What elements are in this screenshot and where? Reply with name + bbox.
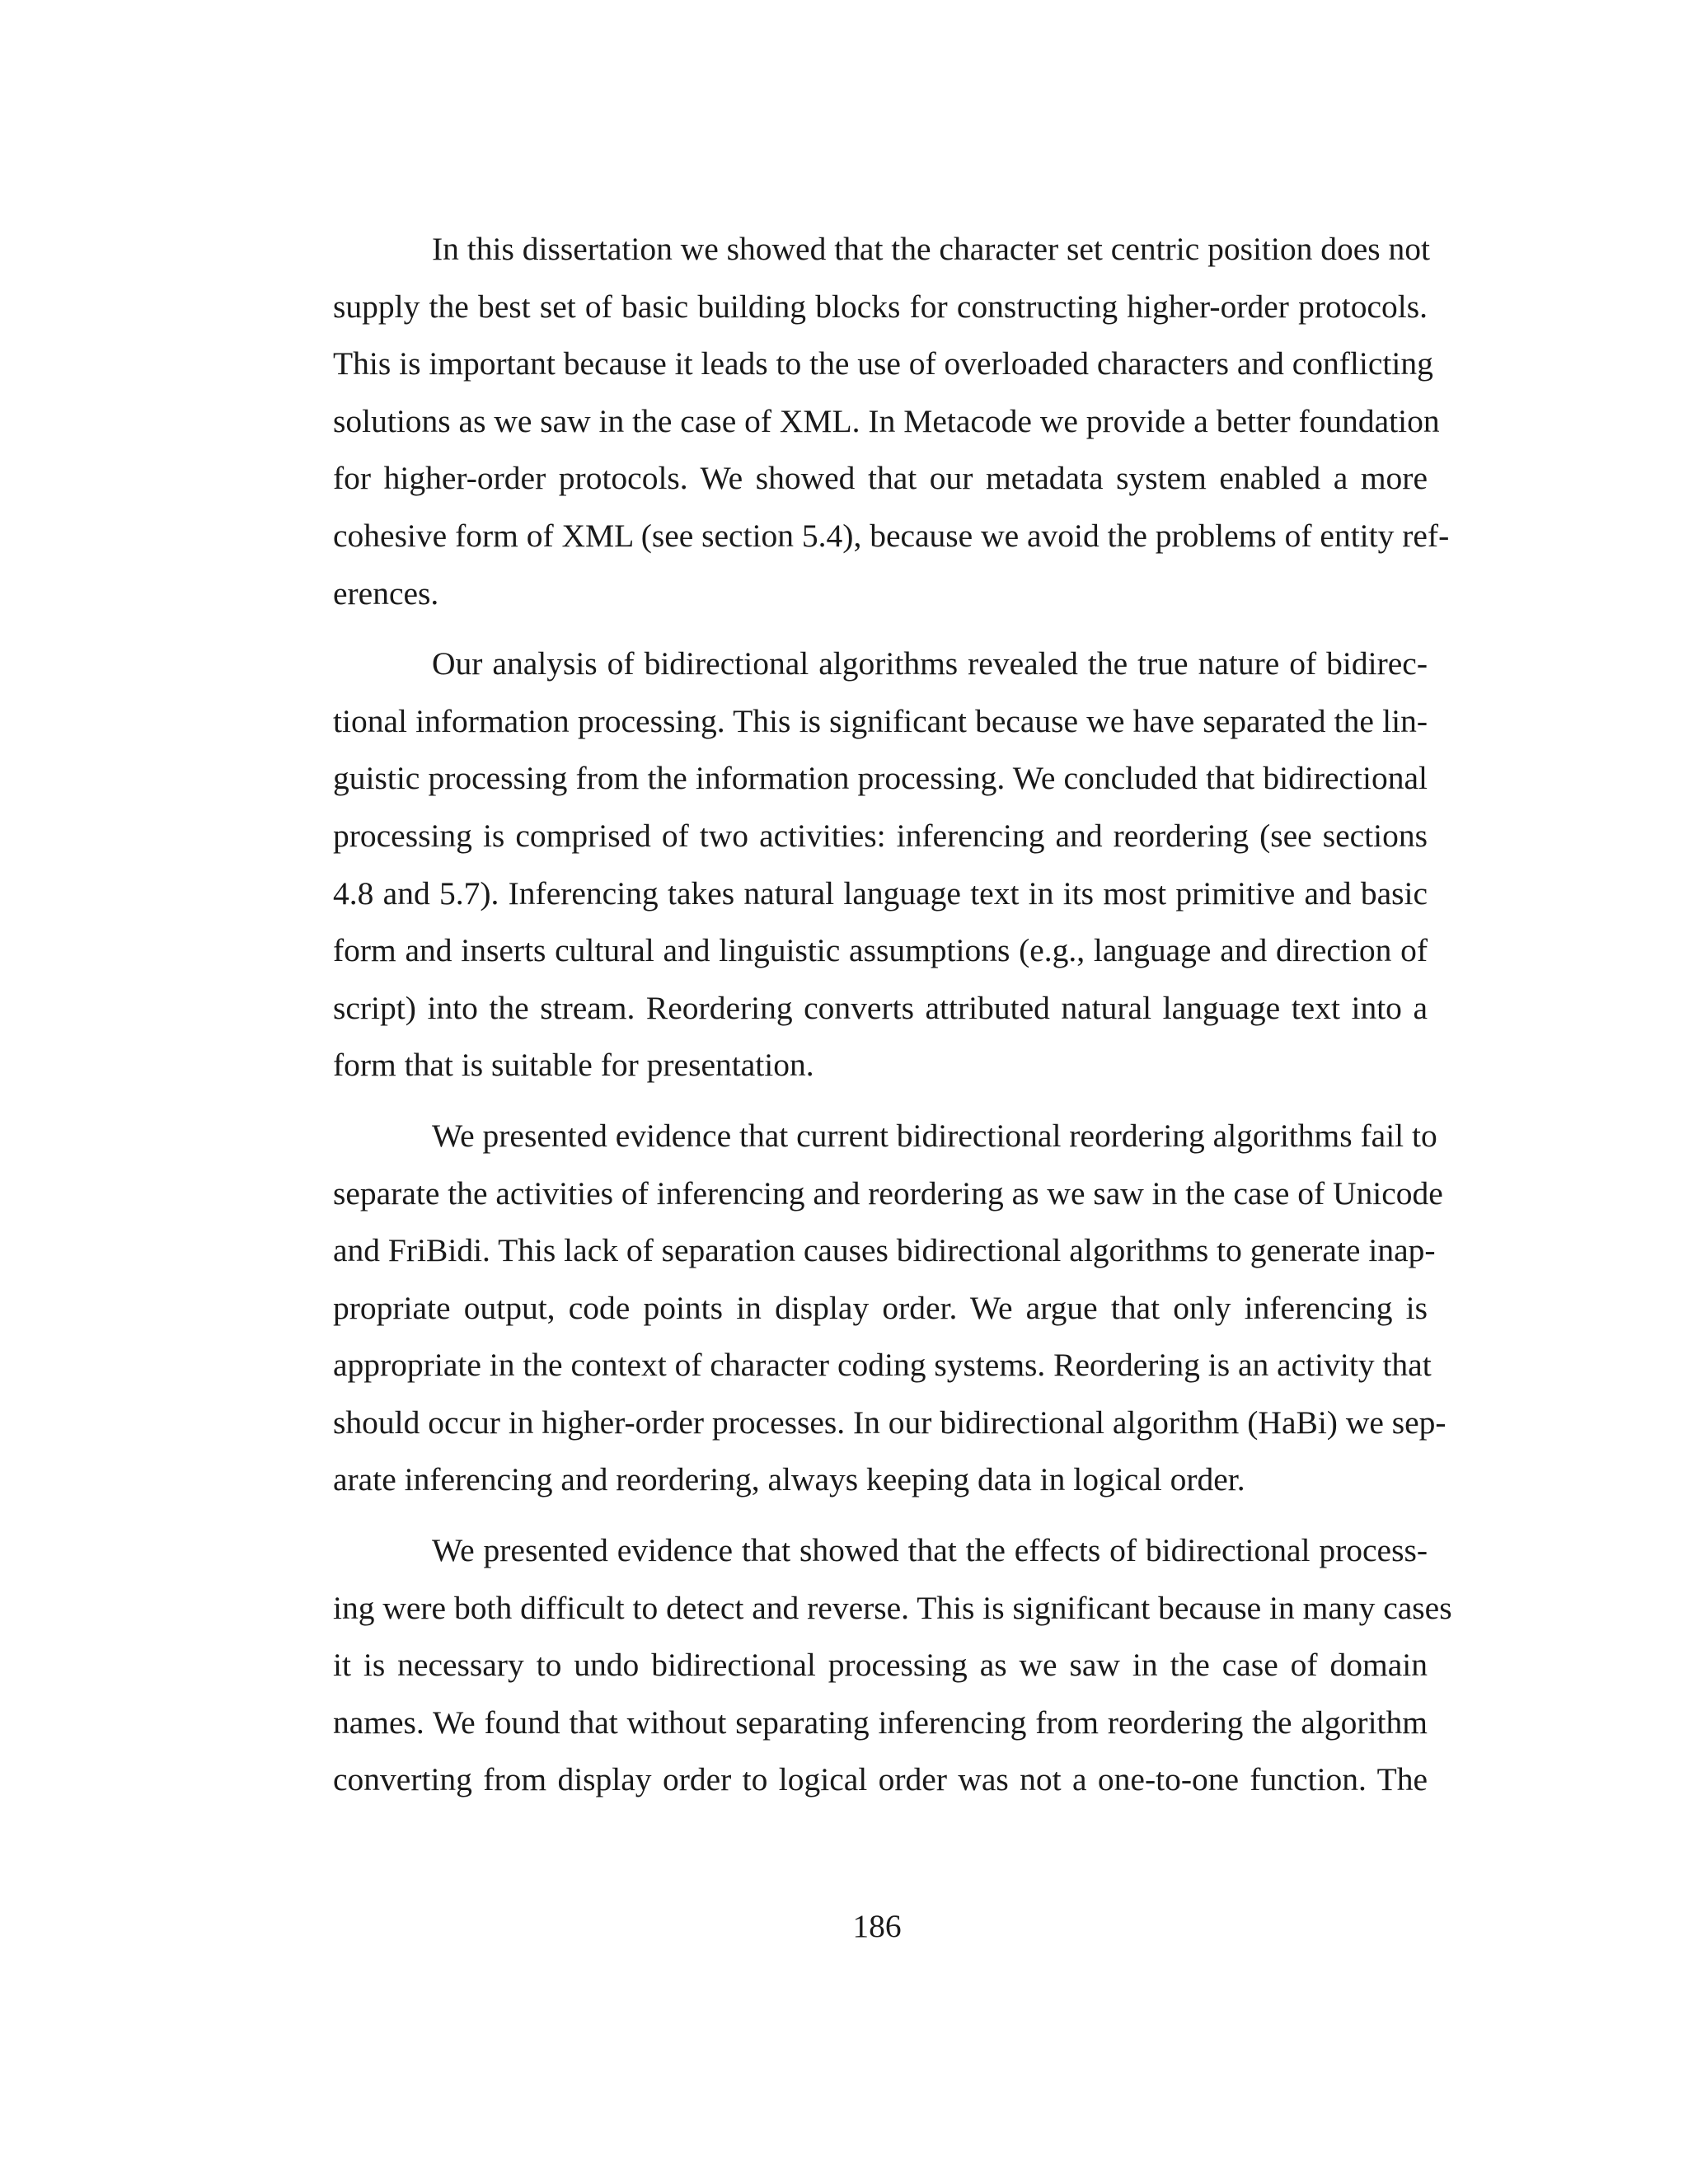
text-line: 4.8 and 5.7). Inferencing takes natural language text in its most primitive and basic — [333, 874, 1428, 912]
text-line: solutions as we saw in the case of XML. In Metacode we provide a better foundation — [333, 402, 1440, 439]
text-line: ing were both difficult to detect and reverse. This is significant because in many cases — [333, 1589, 1452, 1626]
text-line: converting from display order to logical order was not a one-to-one function. The — [333, 1761, 1428, 1798]
text-line: appropriate in the context of character coding systems. Reordering is an activity that — [333, 1347, 1432, 1384]
paragraph — [333, 635, 1428, 1094]
text-line: In this dissertation we showed that the character set centric position does not — [432, 231, 1430, 267]
paragraph — [333, 1522, 1452, 1809]
text-line: erences. — [333, 574, 439, 612]
text-line: processing is comprised of two activities: inferencing and reordering (see sections — [333, 817, 1428, 854]
text-line: arate inferencing and reordering, always keeping data in logical order. — [333, 1461, 1245, 1498]
page-number: 186 — [852, 1908, 902, 1944]
text-line: for higher-order protocols. We showed that our metadata system enabled a more — [333, 460, 1428, 497]
text-line: Our analysis of bidirectional algorithms revealed the true nature of bidirec- — [432, 645, 1428, 682]
text-line: and FriBidi. This lack of separation causes bidirectional algorithms to generate inap- — [333, 1232, 1436, 1269]
text-line: it is necessary to undo bidirectional processing as we saw in the case of domain — [333, 1647, 1428, 1684]
text-line: We presented evidence that showed that the effects of bidirectional process- — [432, 1532, 1428, 1569]
text-line: form and inserts cultural and linguistic assumptions (e.g., language and direction of — [333, 932, 1428, 969]
text-line: should occur in higher-order processes. In our bidirectional algorithm (HaBi) we sep- — [333, 1404, 1447, 1441]
text-line: We presented evidence that current bidirectional reordering algorithms fail to — [432, 1117, 1437, 1154]
text-line: form that is suitable for presentation. — [333, 1047, 814, 1084]
text-line: propriate output, code points in display order. We argue that only inferencing is — [333, 1289, 1428, 1326]
text-line: script) into the stream. Reordering converts attributed natural language text into a — [333, 989, 1428, 1026]
text-line: separate the activities of inferencing and reordering as we saw in the case of Unicode — [333, 1174, 1443, 1212]
text-line: cohesive form of XML (see section 5.4), because we avoid the problems of entity ref- — [333, 517, 1450, 554]
text-line: names. We found that without separating inferencing from reordering the algorithm — [333, 1704, 1428, 1741]
text-line: guistic processing from the information processing. We concluded that bidirectional — [333, 760, 1428, 797]
paragraph — [333, 221, 1450, 622]
text-line: supply the best set of basic building blocks for constructing higher-order protocols. — [333, 288, 1428, 325]
text-line: tional information processing. This is significant because we have separated the lin- — [333, 702, 1428, 739]
paragraph — [333, 1108, 1447, 1509]
body-text — [333, 221, 1452, 1822]
text-line: This is important because it leads to the use of overloaded characters and conflicting — [333, 345, 1433, 382]
